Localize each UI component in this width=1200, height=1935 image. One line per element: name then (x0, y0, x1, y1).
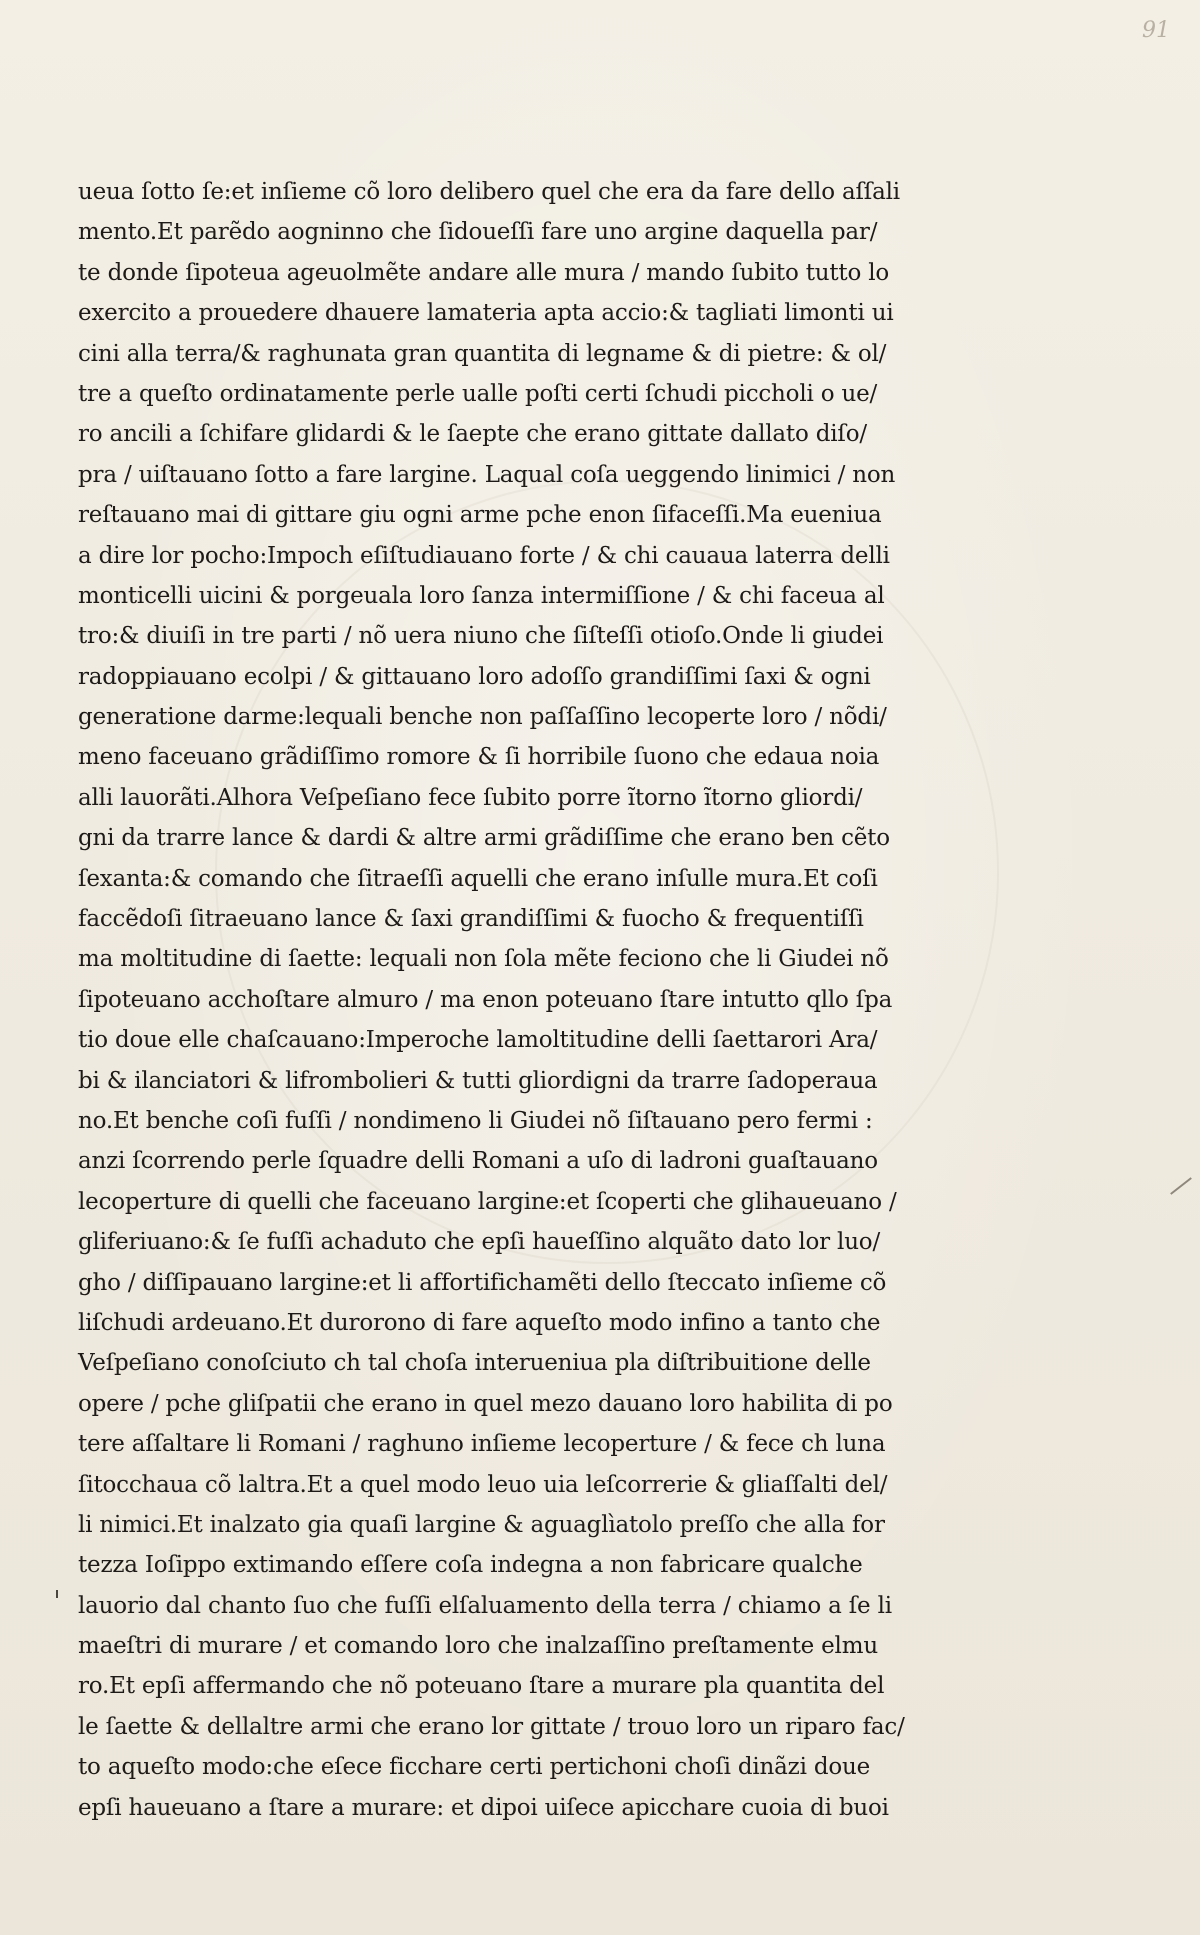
text-line: lauorio dal chanto ſuo che fuſſi elſaluamento della terra / chiamo a ſe li (78, 1592, 892, 1619)
text-line: a dire lor pocho:Impoch eſiſtudiauano forte / & chi cauaua laterra delli (78, 542, 890, 569)
text-line: ro.Et epſi affermando che nõ poteuano ſtare a murare pla quantita del (78, 1673, 885, 1700)
text-line: epſi haueuano a ſtare a murare: et dipoi uiſece apicchare cuoia di buoi (78, 1794, 889, 1821)
text-line: monticelli uicini & porgeuala loro ſanza intermiſſione / & chi faceua al (78, 582, 885, 609)
text-line: anzi ſcorrendo perle ſquadre delli Romani a uſo di ladroni guaſtauano (78, 1148, 878, 1175)
body-text (78, 172, 948, 1828)
text-line: Veſpeſiano conoſciuto ch tal choſa interueniua pla diſtribuitione delle (78, 1350, 871, 1377)
text-line: ma moltitudine di ſaette: lequali non ſola mẽte feciono che li Giudei nõ (78, 946, 889, 973)
text-line: alli lauorãti.Alhora Veſpeſiano fece ſubito porre ĩtorno ĩtorno gliordi/ (78, 784, 863, 811)
text-line: gni da trarre lance & dardi & altre armi grãdiſſime che erano ben cẽto (78, 825, 890, 852)
margin-dot (56, 1590, 58, 1598)
text-line: faccẽdoſi ſitraeuano lance & ſaxi grandiſſimi & fuocho & frequentiſſi (78, 906, 864, 933)
text-line: gliferiuano:& ſe fuſſi achaduto che epſi haueſſino alquãto dato lor luo/ (78, 1229, 880, 1256)
text-line: gho / diſſipauano largine:et li affortifichamẽti dello ſteccato inſieme cõ (78, 1269, 887, 1296)
text-line: to aqueſto modo:che eſece ficchare certi pertichoni choſi dinãzi doue (78, 1754, 871, 1781)
text-line: tio doue elle chaſcauano:Imperoche lamoltitudine delli ſaettarori Ara/ (78, 1027, 878, 1054)
text-line: no.Et benche coſi fuſſi / nondimeno li Giudei nõ ſiſtauano pero fermi : (78, 1107, 873, 1134)
text-line: tro:& diuiſi in tre parti / nõ uera niuno che ſiſteſſi otioſo.Onde li giudei (78, 623, 884, 650)
text-line: tere aſſaltare li Romani / raghuno inſieme lecoperture / & fece ch luna (78, 1431, 886, 1458)
text-line: tezza Ioſippo extimando eſſere coſa indegna a non fabricare qualche (78, 1552, 863, 1579)
text-line: bi & ilanciatori & lifrombolieri & tutti gliordigni da trarre ſadoperaua (78, 1067, 878, 1094)
text-line: lecoperture di quelli che faceuano largine:et ſcoperti che glihaueuano / (78, 1188, 897, 1215)
text-line: ſexanta:& comando che ſitraeſſi aquelli che erano inſulle mura.Et coſi (78, 865, 878, 892)
margin-mark (1170, 1177, 1192, 1195)
text-line: te donde ſipoteua ageuolmẽte andare alle mura / mando ſubito tutto lo (78, 259, 890, 286)
text-line: reſtauano mai di gittare giu ogni arme pche enon ſifaceſſi.Ma eueniua (78, 502, 882, 529)
text-line: meno faceuano grãdiſſimo romore & ſi horribile ſuono che edaua noia (78, 744, 880, 771)
text-line: mento.Et parẽdo aogninno che ſidoueſſi fare uno argine daquella par/ (78, 219, 878, 246)
text-line: le ſaette & dellaltre armi che erano lor gittate / trouo loro un riparo fac/ (78, 1713, 905, 1740)
text-line: tre a queſto ordinatamente perle ualle poſti certi ſchudi piccholi o ue/ (78, 380, 878, 407)
folio-number: 91 (1142, 18, 1170, 43)
text-line: ueua ſotto ſe:et inſieme cõ loro delibero quel che era da fare dello aſſali (78, 179, 900, 205)
text-line: opere / pche gliſpatii che erano in quel mezo dauano loro habilita di po (78, 1390, 893, 1417)
text-line: pra / uiſtauano ſotto a fare largine. Laqual coſa ueggendo linimici / non (78, 461, 896, 488)
text-line: generatione darme:lequali benche non paſſaſſino lecoperte loro / nõdi/ (78, 704, 887, 731)
text-line: ſipoteuano acchoſtare almuro / ma enon poteuano ſtare intutto qllo ſpa (78, 986, 893, 1013)
text-line: radoppiauano ecolpi / & gittauano loro adoſſo grandiſſimi ſaxi & ogni (78, 663, 871, 690)
text-line: maeſtri di murare / et comando loro che inalzaſſino preſtamente elmu (78, 1633, 878, 1660)
text-line: ro ancili a ſchifare glidardi & le ſaepte che erano gittate dallato diſo/ (78, 421, 867, 448)
text-line: li nimici.Et inalzato gia quaſi largine & aguaglìatolo preſſo che alla for (78, 1511, 885, 1538)
text-line: exercito a prouedere dhauere lamateria apta accio:& tagliati limonti ui (78, 300, 894, 327)
text-line: liſchudi ardeuano.Et durorono di fare aqueſto modo infino a tanto che (78, 1309, 881, 1336)
text-line: cini alla terra/& raghunata gran quantita di legname & di pietre: & ol/ (78, 340, 887, 367)
text-line: ſitocchaua cõ laltra.Et a quel modo leuo uia leſcorrerie & gliaſſalti del/ (78, 1471, 888, 1498)
